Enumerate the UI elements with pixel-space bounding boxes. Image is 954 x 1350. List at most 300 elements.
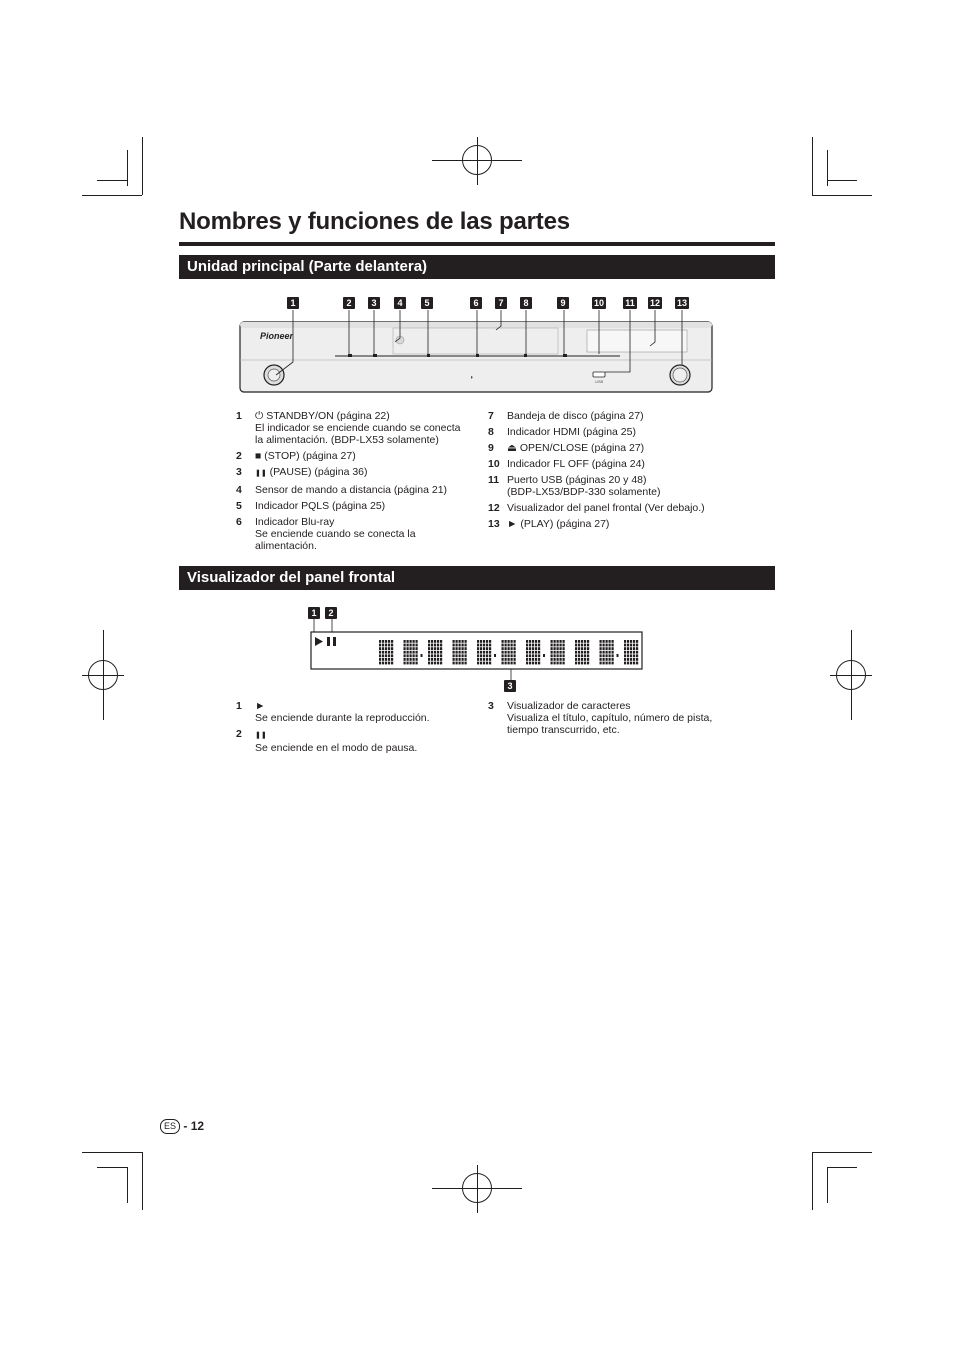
display-dot	[554, 640, 556, 643]
usb-label: USB	[595, 379, 604, 384]
display-dot	[437, 658, 439, 661]
display-dot	[514, 654, 516, 657]
display-dot	[511, 647, 513, 650]
display-dot	[551, 647, 553, 650]
display-dot	[630, 662, 632, 665]
display-dot	[379, 658, 381, 661]
display-dot	[453, 640, 455, 643]
display-dot	[477, 644, 479, 647]
display-dot	[557, 651, 559, 654]
display-dot	[483, 640, 485, 643]
display-dot	[600, 647, 602, 650]
list-item: 2 ❚❚ Se enciende en el modo de pausa.	[236, 728, 418, 754]
display-dot	[633, 651, 635, 654]
display-dot	[603, 640, 605, 643]
display-dot	[633, 654, 635, 657]
display-dot	[612, 644, 614, 647]
display-dot	[465, 644, 467, 647]
display-dot	[624, 651, 626, 654]
display-dot	[600, 662, 602, 665]
display-dot	[584, 644, 586, 647]
display-dot	[388, 662, 390, 665]
display-dot	[465, 654, 467, 657]
display-dot	[563, 644, 565, 647]
display-dot	[633, 644, 635, 647]
display-dot	[554, 644, 556, 647]
display-dot	[624, 662, 626, 665]
display-dot	[407, 640, 409, 643]
display-dot	[557, 640, 559, 643]
display-dot	[505, 662, 507, 665]
display-dot	[404, 658, 406, 661]
list-item: 10 Indicador FL OFF (página 24)	[488, 458, 645, 470]
display-dot	[413, 654, 415, 657]
display-dot	[627, 662, 629, 665]
display-dot	[477, 662, 479, 665]
list-item: 2 ■ (STOP) (página 27)	[236, 450, 356, 462]
display-dot	[538, 654, 540, 657]
display-dot	[575, 662, 577, 665]
display-dot	[538, 658, 540, 661]
display-dot	[532, 651, 534, 654]
display-dot	[557, 658, 559, 661]
display-dot	[407, 647, 409, 650]
display-dot	[514, 662, 516, 665]
display-dot	[480, 647, 482, 650]
display-dot	[431, 651, 433, 654]
display-dot	[529, 647, 531, 650]
display-dot	[440, 651, 442, 654]
display-dot	[584, 640, 586, 643]
display-dot	[437, 647, 439, 650]
display-dot	[462, 640, 464, 643]
display-dot	[578, 647, 580, 650]
display-dot	[428, 644, 430, 647]
display-dot	[505, 651, 507, 654]
display-dot	[382, 647, 384, 650]
display-dot	[505, 644, 507, 647]
callout-13: 13	[676, 298, 687, 308]
display-dot	[391, 654, 393, 657]
display-dot	[529, 658, 531, 661]
display-dot	[388, 654, 390, 657]
display-dot	[538, 640, 540, 643]
display-dot	[477, 658, 479, 661]
display-dot	[502, 640, 504, 643]
display-dot	[612, 651, 614, 654]
display-dot	[413, 647, 415, 650]
display-dot	[578, 658, 580, 661]
display-dot	[465, 662, 467, 665]
display-dot	[437, 640, 439, 643]
display-dot	[413, 640, 415, 643]
display-dot	[636, 662, 638, 665]
display-dot	[606, 658, 608, 661]
display-dot	[440, 662, 442, 665]
display-dot	[407, 651, 409, 654]
list-item: 3 Visualizador de caracteres Visualiza el título, capítulo, número de pista, tiempo transcurrido, etc.	[488, 700, 713, 736]
display-dot	[581, 640, 583, 643]
callout-4: 4	[394, 297, 406, 309]
display-dot	[434, 662, 436, 665]
display-dot	[532, 644, 534, 647]
display-dot	[636, 647, 638, 650]
page-footer: ES - 12	[160, 1119, 204, 1134]
display-dot	[477, 654, 479, 657]
display-dot	[511, 662, 513, 665]
display-dot	[609, 658, 611, 661]
display-dot	[428, 658, 430, 661]
display-dot	[514, 658, 516, 661]
display-callout-3: 3	[504, 680, 516, 692]
display-dot	[508, 640, 510, 643]
display-dot	[600, 644, 602, 647]
display-dot	[551, 644, 553, 647]
display-dot	[627, 644, 629, 647]
display-dot	[379, 662, 381, 665]
display-dot	[612, 647, 614, 650]
display-dot	[486, 644, 488, 647]
display-separator	[494, 654, 496, 657]
display-dot	[489, 662, 491, 665]
display-separator	[543, 654, 545, 657]
display-dot	[391, 640, 393, 643]
callout-7: 7	[495, 297, 507, 309]
display-dot	[514, 647, 516, 650]
display-dot	[437, 654, 439, 657]
display-dot	[413, 658, 415, 661]
display-dot	[428, 662, 430, 665]
display-dot	[587, 640, 589, 643]
callout-2: 2	[343, 297, 355, 309]
display-dot	[557, 647, 559, 650]
display-dot	[633, 647, 635, 650]
display-separator	[421, 654, 423, 657]
display-dot	[514, 644, 516, 647]
language-badge: ES	[160, 1119, 180, 1134]
display-dot	[505, 658, 507, 661]
display-dot	[404, 644, 406, 647]
display-dot	[434, 654, 436, 657]
display-dot	[526, 662, 528, 665]
display-dot	[489, 651, 491, 654]
display-dot	[502, 662, 504, 665]
display-dot	[587, 644, 589, 647]
display-dot	[480, 644, 482, 647]
display-dot	[526, 644, 528, 647]
list-item: 1 ► Se enciende durante la reproducción.	[236, 700, 430, 724]
display-dot	[459, 662, 461, 665]
callout-5: 5	[421, 297, 433, 309]
display-dot	[511, 651, 513, 654]
svg-text:◗: ◗	[470, 375, 474, 381]
display-dot	[483, 644, 485, 647]
display-dot	[624, 658, 626, 661]
display-dot	[453, 644, 455, 647]
callout-10: 10	[593, 298, 604, 308]
display-dot	[440, 654, 442, 657]
brand-logo: Pioneer	[260, 331, 294, 341]
display-dot	[382, 651, 384, 654]
display-dot	[584, 662, 586, 665]
display-dot	[385, 658, 387, 661]
display-dot	[502, 658, 504, 661]
display-dot	[486, 647, 488, 650]
display-dot	[584, 647, 586, 650]
display-dot	[431, 640, 433, 643]
display-dot	[486, 651, 488, 654]
display-dot	[511, 658, 513, 661]
display-dot	[532, 662, 534, 665]
display-dot	[410, 640, 412, 643]
display-dot	[606, 662, 608, 665]
display-dot	[535, 644, 537, 647]
display-dot	[508, 644, 510, 647]
pause-icon: ❚❚	[255, 470, 267, 477]
display-dot	[581, 644, 583, 647]
display-dot	[630, 658, 632, 661]
display-dot	[456, 662, 458, 665]
display-dot	[379, 654, 381, 657]
display-dot	[578, 640, 580, 643]
list-item: 12 Visualizador del panel frontal (Ver debajo.)	[488, 502, 705, 514]
display-dot	[606, 647, 608, 650]
play-icon: ►	[255, 700, 266, 712]
display-dot	[453, 651, 455, 654]
display-dot	[627, 658, 629, 661]
display-dot	[636, 658, 638, 661]
display-dot	[410, 647, 412, 650]
display-dot	[600, 651, 602, 654]
display-dot	[633, 658, 635, 661]
display-dot	[505, 654, 507, 657]
display-dot	[459, 658, 461, 661]
display-dot	[581, 658, 583, 661]
display-dot	[624, 654, 626, 657]
display-dot	[486, 640, 488, 643]
display-dot	[609, 644, 611, 647]
display-dot	[489, 658, 491, 661]
display-dot	[535, 658, 537, 661]
display-dot	[508, 651, 510, 654]
display-dot	[477, 647, 479, 650]
display-dot	[603, 662, 605, 665]
display-dot	[603, 654, 605, 657]
callout-9: 9	[557, 297, 569, 309]
display-dot	[483, 647, 485, 650]
display-dot	[453, 662, 455, 665]
display-dot	[410, 644, 412, 647]
display-dot	[526, 658, 528, 661]
display-dot	[560, 662, 562, 665]
callout-6: 6	[470, 297, 482, 309]
display-dot	[633, 662, 635, 665]
callout-3: 3	[368, 297, 380, 309]
display-dot	[581, 662, 583, 665]
display-dot	[526, 654, 528, 657]
list-item: 7 Bandeja de disco (página 27)	[488, 410, 644, 422]
display-dot	[462, 644, 464, 647]
display-dot	[600, 658, 602, 661]
display-dot	[575, 647, 577, 650]
callout-8: 8	[520, 297, 532, 309]
front-unit-list-left	[236, 410, 471, 556]
display-dot	[410, 662, 412, 665]
display-dot	[535, 647, 537, 650]
display-dot	[535, 651, 537, 654]
display-dot	[388, 644, 390, 647]
display-dot	[551, 654, 553, 657]
front-unit-list-right	[488, 410, 728, 534]
display-dot	[560, 647, 562, 650]
display-dot	[560, 651, 562, 654]
display-dot	[535, 654, 537, 657]
display-dot	[603, 647, 605, 650]
display-dot	[385, 662, 387, 665]
display-dot	[551, 640, 553, 643]
display-dot	[480, 651, 482, 654]
display-dot	[428, 640, 430, 643]
display-dot	[557, 644, 559, 647]
display-dot	[627, 654, 629, 657]
display-dot	[508, 647, 510, 650]
display-dot	[502, 644, 504, 647]
display-dot	[575, 651, 577, 654]
display-callout-1: 1	[308, 607, 320, 619]
display-dot	[554, 662, 556, 665]
display-dot	[578, 651, 580, 654]
display-dot	[636, 654, 638, 657]
display-dot	[456, 651, 458, 654]
display-dot	[636, 651, 638, 654]
display-dot	[465, 640, 467, 643]
display-dot	[440, 644, 442, 647]
display-dot	[603, 644, 605, 647]
display-dot	[404, 662, 406, 665]
display-dot	[416, 662, 418, 665]
display-dot	[606, 654, 608, 657]
display-dot	[514, 640, 516, 643]
display-dot	[453, 654, 455, 657]
display-dot	[416, 644, 418, 647]
display-dot	[560, 654, 562, 657]
display-dot	[391, 662, 393, 665]
device-front-panel	[230, 310, 720, 400]
display-dot	[554, 654, 556, 657]
display-dot	[404, 647, 406, 650]
display-dot	[532, 654, 534, 657]
title-rule	[179, 242, 775, 246]
display-callout-2: 2	[325, 607, 337, 619]
display-dot	[538, 647, 540, 650]
display-dot	[391, 644, 393, 647]
display-dot	[560, 658, 562, 661]
display-dot	[587, 651, 589, 654]
display-dot	[636, 640, 638, 643]
display-dot	[575, 654, 577, 657]
display-dot	[385, 647, 387, 650]
display-dot	[477, 640, 479, 643]
display-dot	[578, 662, 580, 665]
display-list-left	[236, 700, 471, 758]
display-dot	[486, 658, 488, 661]
display-dot	[606, 640, 608, 643]
display-dot	[563, 654, 565, 657]
display-dot	[382, 658, 384, 661]
display-dot	[624, 647, 626, 650]
page-title: Nombres y funciones de las partes	[179, 208, 570, 235]
display-dot	[437, 662, 439, 665]
display-dot	[624, 644, 626, 647]
display-dot	[584, 651, 586, 654]
display-dot	[465, 647, 467, 650]
display-dot	[627, 647, 629, 650]
display-dot	[489, 644, 491, 647]
display-dot	[563, 651, 565, 654]
display-dot	[440, 658, 442, 661]
display-dot	[407, 662, 409, 665]
display-dot	[624, 640, 626, 643]
display-dot	[630, 654, 632, 657]
display-dot	[612, 640, 614, 643]
display-dot	[459, 644, 461, 647]
pause-icon: ❚❚	[255, 732, 267, 739]
list-item: 5 Indicador PQLS (página 25)	[236, 500, 386, 512]
list-item: 11 Puerto USB (páginas 20 y 48) (BDP-LX53/BDP-330 solamente)	[488, 474, 661, 498]
display-dot	[532, 640, 534, 643]
display-dot	[609, 647, 611, 650]
display-dot	[551, 658, 553, 661]
display-dot	[416, 658, 418, 661]
display-dot	[483, 658, 485, 661]
display-dot	[382, 662, 384, 665]
display-dot	[483, 651, 485, 654]
display-dot	[382, 644, 384, 647]
eject-icon: ⏏	[507, 442, 517, 454]
list-item: 8 Indicador HDMI (página 25)	[488, 426, 636, 438]
display-dot	[511, 640, 513, 643]
display-dot	[391, 647, 393, 650]
display-dot	[529, 640, 531, 643]
display-dot	[560, 640, 562, 643]
display-dot	[456, 647, 458, 650]
display-dot	[489, 640, 491, 643]
display-dot	[459, 647, 461, 650]
display-dot	[453, 658, 455, 661]
display-dot	[431, 644, 433, 647]
display-dot	[437, 644, 439, 647]
display-dot	[630, 644, 632, 647]
display-dot	[606, 651, 608, 654]
display-dot	[630, 640, 632, 643]
display-dot	[385, 654, 387, 657]
display-dot	[407, 654, 409, 657]
display-dot	[578, 654, 580, 657]
display-dot	[404, 654, 406, 657]
display-dot	[416, 651, 418, 654]
display-dot	[609, 662, 611, 665]
display-dot	[385, 644, 387, 647]
display-dot	[465, 651, 467, 654]
display-dot	[431, 662, 433, 665]
display-dot	[600, 654, 602, 657]
display-dot	[379, 640, 381, 643]
display-separator	[617, 654, 619, 657]
display-dot	[557, 654, 559, 657]
display-dot	[480, 654, 482, 657]
display-dot	[416, 654, 418, 657]
list-item: 1 ⏻ STANDBY/ON (página 22) El indicador se enciende cuando se conecta la alimentación. (BDP-LX53 solamente)	[236, 410, 461, 446]
